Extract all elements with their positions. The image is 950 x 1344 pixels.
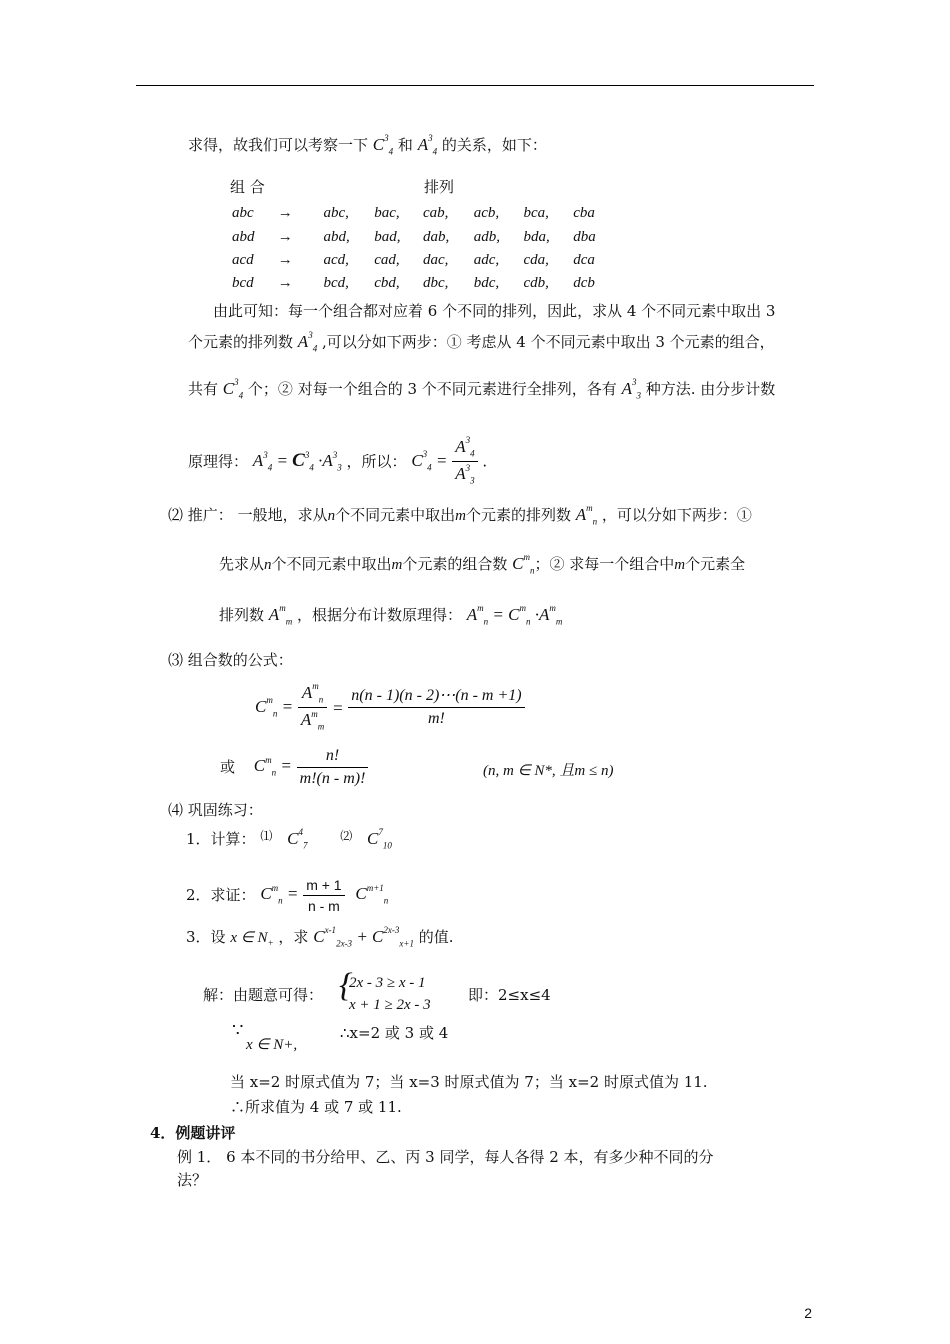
result-line: 当 x=2 时原式值为 7；当 x=3 时原式值为 7；当 x=2 时原式值为 11. bbox=[230, 1073, 708, 1091]
brace-icon: { bbox=[339, 967, 353, 1004]
because-symbol: ∵ bbox=[232, 1020, 244, 1041]
intro-line: 求得，故我们可以考察一下 $C^3_4$ 和 $A^3_4$ 的关系，如下： bbox=[188, 133, 547, 157]
ex3-expression: $C^{x-1}_{2x-3} + C^{2x-3}_{x+1}$ bbox=[313, 925, 414, 949]
a-n-m-math: $A^m_n$ bbox=[575, 503, 598, 527]
formula-combination: $C^m_n$ = $\frac{A^m_n}{A^m_m}$ = $\frac{n(n - 1)(n - 2)\cdots(n - m +1)}{m!}$ bbox=[255, 684, 525, 732]
table-row: bcd → bcd, cbd, dbc, bdc, cdb, dcb bbox=[232, 275, 595, 291]
therefore-line: ∴x=2 或 3 或 4 bbox=[340, 1024, 449, 1042]
fraction-a43-a33: $\frac{A^3_4}{A^3_3}$ bbox=[452, 438, 477, 486]
exercise-1: 1．计算： ⑴ $C^4_7$ ⑵ $C^7_{10}$ bbox=[186, 827, 392, 851]
header-perm: 排列 bbox=[424, 178, 455, 196]
formula-a-eq-c-a: $A^m_n = C^m_n \cdot A^m_m$ bbox=[466, 603, 563, 627]
section2-line3: 排列数 $A^m_m$ ，根据分布计数原理得： $A^m_n = C^m_n \cdot A^m_m$ bbox=[219, 603, 563, 627]
formula-a43-eq: $A^3_4 = C^3_4 \cdot A^3_3$ bbox=[252, 449, 342, 473]
exercise-3: 3．设 x ∈ $N_+$ ，求 $C^{x-1}_{2x-3} + C^{2x-3}_{x+1}$ 的值. bbox=[186, 925, 454, 949]
solution-label: 解：由题意可得： bbox=[203, 986, 324, 1004]
page-number: 2 bbox=[804, 1305, 812, 1321]
a-3-3-math: $A^3_3$ bbox=[621, 377, 641, 401]
table-row: acd → acd, cad, dac, adc, cda, dca bbox=[232, 252, 595, 268]
section2-line2: 先求从n个不同元素中取出m个元素的组合数 $C^m_n$；② 求每一个组合中m个元素全 bbox=[219, 552, 746, 576]
para1-line2: 个元素的排列数 $A^3_4$ ,可以分如下两步：① 考虑从 4 个不同元素中取出 3 个元素的组合， bbox=[188, 330, 775, 354]
c-n-m-math: $C^m_n$ bbox=[512, 552, 535, 576]
c-7-4-math: $C^4_7$ bbox=[287, 827, 308, 851]
c-4-3-math: $C^3_4$ bbox=[372, 133, 394, 157]
c-4-3-math: $C^3_4$ bbox=[222, 377, 244, 401]
final-answer: ∴所求值为 4 或 7 或 11. bbox=[230, 1098, 402, 1116]
example1-line1: 例 1． 6 本不同的书分给甲、乙、丙 3 同学，每人各得 2 本，有多少种不同的分 bbox=[177, 1148, 714, 1166]
a-m-m-math: $A^m_m$ bbox=[268, 603, 293, 627]
table-row: abc → abc, bac, cab, acb, bca, cba bbox=[232, 205, 595, 221]
section2-line1: ⑵ 推广： 一般地，求从n个不同元素中取出m个元素的排列数 $A^m_n$ ，可以分如下两步：① bbox=[168, 503, 752, 527]
solution-ji: 即：2≤x≤4 bbox=[468, 986, 551, 1004]
formula-combination-alt: 或 $C^m_n$ = $\frac{n!}{m!(n - m)!}$ bbox=[220, 748, 368, 787]
example1-line2: 法？ bbox=[177, 1171, 208, 1189]
c-10-7-math: $C^7_{10}$ bbox=[367, 827, 392, 851]
examples-label: 4．例题讲评 bbox=[150, 1124, 236, 1142]
header-combo: 组 合 bbox=[230, 178, 265, 196]
para1-line1: 由此可知：每一个组合都对应着 6 个不同的排列，因此，求从 4 个不同元素中取出 3 bbox=[213, 302, 776, 320]
table-row: abd → abd, bad, dab, adb, bda, dba bbox=[232, 229, 596, 245]
section4-label: ⑷ 巩固练习： bbox=[168, 801, 263, 819]
a-4-3-math: $A^3_4$ bbox=[417, 133, 438, 157]
para1-line3: 共有 $C^3_4$ 个；② 对每一个组合的 3 个不同元素进行全排列，各有 $A^3_3$ 种方法. 由分步计数 bbox=[188, 377, 776, 401]
formula-c43-frac: $C^3_4$ = bbox=[411, 449, 448, 473]
exercise-2: 2．求证： $C^m_n$ = $\frac{m + 1}{n - m}$ $C^{m+1}_n$ bbox=[186, 877, 389, 914]
combination-fraction: $\frac{n(n - 1)(n - 2)\cdots(n - m +1)}{m!}$ bbox=[348, 688, 524, 727]
formula-condition: (n, m ∈ N*, 且m ≤ n) bbox=[483, 763, 614, 779]
because-expr: x ∈ N+, bbox=[246, 1037, 298, 1053]
section3-label: ⑶ 组合数的公式： bbox=[168, 651, 293, 669]
header-rule bbox=[136, 85, 814, 86]
a-4-3-math: $A^3_4$ bbox=[297, 330, 318, 354]
solution-system: { 2x - 3 ≥ x - 1 x + 1 ≥ 2x - 3 bbox=[339, 967, 431, 1013]
para1-line4: 原理得： $A^3_4 = C^3_4 \cdot A^3_3$ ，所以： $C^3_4$ = $\frac{A^3_4}{A^3_3}$ . bbox=[188, 435, 488, 486]
